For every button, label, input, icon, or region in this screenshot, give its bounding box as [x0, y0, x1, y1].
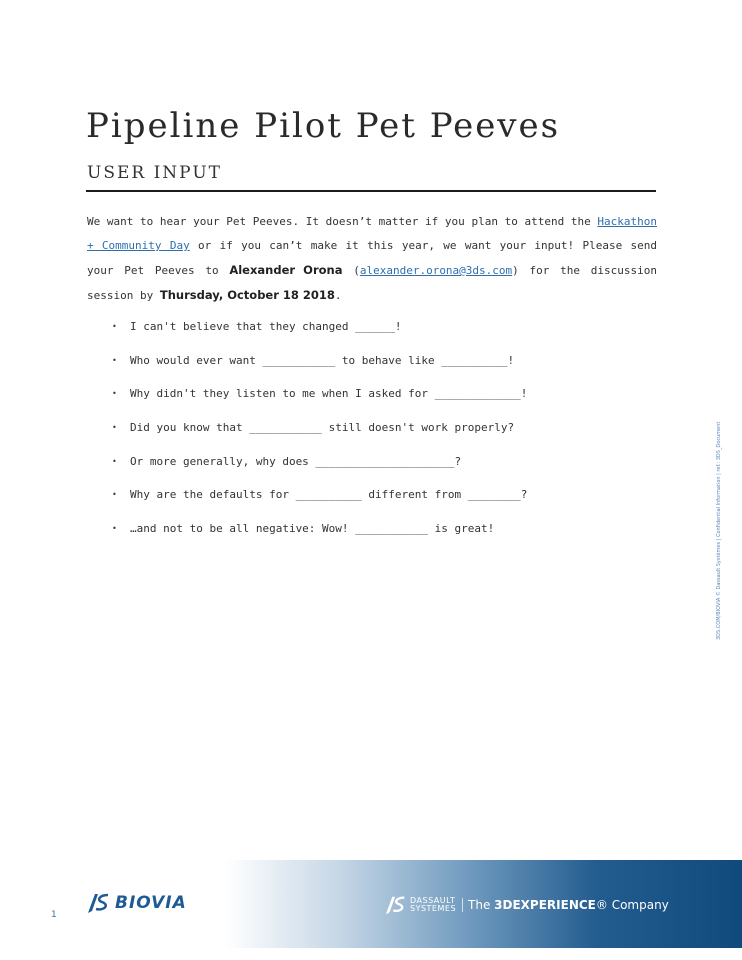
page-number: 1 — [51, 910, 57, 920]
side-confidential-note: 3DS.COM/BIOVIA © Dassault Systèmes | Confidential Information | ref.: 3DS_Document — [716, 421, 722, 640]
list-item — [112, 318, 527, 352]
list-item — [112, 486, 527, 520]
ds-brand-line-2: SYSTEMES — [410, 904, 457, 913]
bullet-icon: • — [112, 389, 117, 399]
list-item-text: Why didn't they listen to me when I asked for _____________! — [130, 387, 528, 401]
pet-peeves-list — [112, 318, 527, 554]
document-title: Pipeline Pilot Pet Peeves — [86, 106, 561, 146]
list-item-text: Or more generally, why does _____________________? — [130, 454, 462, 468]
contact-email-link[interactable]: alexander.orona@3ds.com — [359, 264, 513, 277]
biovia-logo — [86, 891, 187, 915]
intro-period: . — [334, 289, 342, 302]
intro-text-2: or if you can’t make it this year, we want your input! Please send your Pet Peeves to — [87, 239, 658, 277]
ds-mark-icon — [86, 891, 112, 915]
tagline-company: ® Company — [595, 898, 669, 912]
list-item — [112, 453, 527, 487]
list-item-text: …and not to be all negative: Wow! ___________ is great! — [130, 522, 495, 536]
list-item-text: Who would ever want ___________ to behave like __________! — [130, 353, 515, 367]
dassault-systemes-logo — [384, 893, 669, 917]
deadline-date: Thursday, October 18 2018 — [159, 288, 335, 302]
list-item — [112, 385, 527, 419]
paren-open: ( — [342, 264, 360, 277]
logo-separator — [462, 898, 463, 912]
title-divider — [86, 190, 656, 192]
list-item — [112, 520, 527, 554]
ds-brand-name — [410, 897, 456, 913]
document-subtitle: USER INPUT — [87, 163, 222, 183]
list-item-text: I can't believe that they changed ______! — [130, 320, 402, 333]
bullet-icon: • — [112, 322, 117, 331]
biovia-logo-text: BIOVIA — [115, 893, 187, 913]
bullet-icon: • — [112, 355, 117, 365]
intro-text-3: for the discussion session by — [87, 264, 657, 302]
tagline-the: The — [468, 898, 495, 912]
list-item-text: Did you know that ___________ still doesn't work properly? — [130, 421, 515, 435]
paren-close: ) — [512, 264, 519, 277]
bullet-icon: • — [112, 524, 117, 534]
ds-tagline — [468, 898, 669, 912]
list-item — [112, 352, 527, 386]
list-item-text: Why are the defaults for __________ different from ________? — [130, 488, 528, 502]
contact-name: Alexander Orona — [229, 263, 343, 277]
list-item — [112, 419, 527, 453]
bullet-icon: • — [112, 490, 117, 500]
bullet-icon: • — [112, 456, 117, 466]
tagline-3dexperience: 3DEXPERIENCE — [494, 898, 596, 912]
bullet-icon: • — [112, 423, 117, 433]
intro-paragraph — [87, 210, 657, 308]
ds-mark-icon — [384, 893, 408, 917]
hackathon-link[interactable]: Hackathon + Community Day — [87, 215, 657, 252]
intro-text-1: We want to hear your Pet Peeves. It doesn’t matter if you plan to attend the — [87, 215, 598, 228]
ds-brand-line-1: DASSAULT — [410, 896, 456, 905]
